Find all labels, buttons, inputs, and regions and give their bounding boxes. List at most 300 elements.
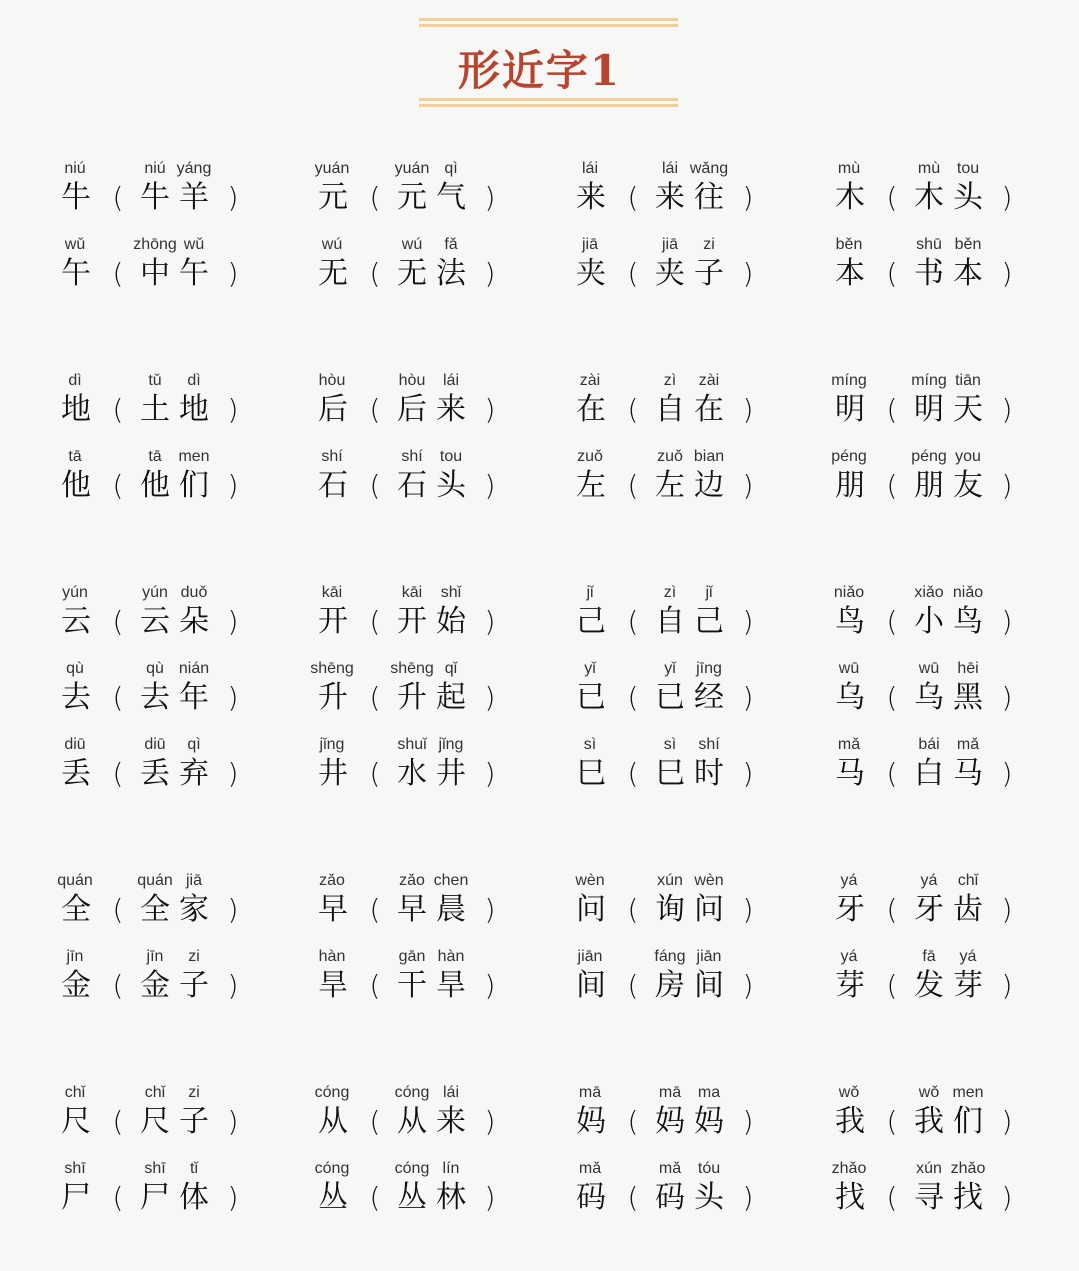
main-character: 来 bbox=[576, 180, 606, 215]
close-paren: ) bbox=[484, 893, 496, 926]
pinyin-main: zǎo bbox=[319, 872, 345, 889]
open-paren: ( bbox=[369, 893, 381, 926]
pinyin-word-1: diū bbox=[144, 736, 166, 753]
word-character-1: 已 bbox=[655, 680, 685, 715]
pinyin-main: hàn bbox=[318, 948, 346, 965]
word-character-1: 云 bbox=[140, 604, 170, 639]
word-character-2: 井 bbox=[436, 756, 466, 791]
open-paren: ( bbox=[369, 1105, 381, 1138]
word-character-1: 自 bbox=[655, 392, 685, 427]
main-character: 井 bbox=[318, 756, 348, 791]
pinyin-word-1: lái bbox=[661, 160, 678, 177]
word-entry bbox=[578, 448, 818, 508]
word-entry bbox=[63, 1084, 303, 1144]
main-character: 码 bbox=[576, 1180, 606, 1215]
open-paren: ( bbox=[627, 757, 639, 790]
open-paren: ( bbox=[627, 1181, 639, 1214]
main-character: 旱 bbox=[318, 968, 348, 1003]
pinyin-word-2: yá bbox=[959, 948, 977, 965]
open-paren: ( bbox=[369, 1181, 381, 1214]
word-character-1: 发 bbox=[914, 968, 944, 1003]
word-character-1: 自 bbox=[655, 604, 685, 639]
pinyin-word-1: bái bbox=[918, 736, 940, 753]
pinyin-word-1: zì bbox=[663, 584, 677, 601]
word-entry bbox=[320, 372, 560, 432]
word-entry bbox=[831, 372, 1077, 432]
pinyin-word-1: péng bbox=[911, 448, 947, 465]
pinyin-main: mù bbox=[837, 160, 861, 177]
pinyin-word-2: jīng bbox=[696, 660, 722, 677]
pinyin-word-2: zi bbox=[703, 236, 715, 253]
close-paren: ) bbox=[1001, 605, 1013, 638]
word-character-1: 乌 bbox=[914, 680, 944, 715]
pinyin-word-2: zài bbox=[698, 372, 720, 389]
main-character: 尸 bbox=[61, 1180, 91, 1215]
main-character: 问 bbox=[576, 892, 606, 927]
open-paren: ( bbox=[112, 1105, 124, 1138]
open-paren: ( bbox=[627, 893, 639, 926]
pinyin-word-1: wú bbox=[401, 236, 423, 253]
pinyin-word-1: chǐ bbox=[144, 1084, 166, 1101]
open-paren: ( bbox=[369, 469, 381, 502]
word-entry bbox=[314, 1160, 560, 1220]
close-paren: ) bbox=[742, 605, 754, 638]
close-paren: ) bbox=[227, 969, 239, 1002]
pinyin-word-2: men bbox=[178, 448, 210, 465]
close-paren: ) bbox=[1001, 1105, 1013, 1138]
pinyin-word-1: cóng bbox=[394, 1084, 430, 1101]
word-character-2: 法 bbox=[436, 256, 466, 291]
word-entry bbox=[578, 160, 818, 220]
word-character-2: 来 bbox=[436, 1104, 466, 1139]
word-entry bbox=[63, 736, 303, 796]
word-character-1: 小 bbox=[914, 604, 944, 639]
open-paren: ( bbox=[112, 1181, 124, 1214]
pinyin-word-2: bian bbox=[693, 448, 725, 465]
close-paren: ) bbox=[742, 181, 754, 214]
word-entry bbox=[314, 1084, 560, 1144]
word-entry bbox=[578, 372, 818, 432]
close-paren: ) bbox=[742, 969, 754, 1002]
pinyin-word-1: niú bbox=[144, 160, 166, 177]
word-character-1: 丢 bbox=[140, 756, 170, 791]
close-paren: ) bbox=[227, 181, 239, 214]
pinyin-main: hòu bbox=[318, 372, 346, 389]
word-entry bbox=[63, 584, 303, 644]
word-entry bbox=[837, 872, 1077, 932]
main-character: 找 bbox=[835, 1180, 865, 1215]
pinyin-main: péng bbox=[831, 448, 867, 465]
open-paren: ( bbox=[886, 893, 898, 926]
main-character: 丢 bbox=[61, 756, 91, 791]
close-paren: ) bbox=[1001, 969, 1013, 1002]
pinyin-word-1: sì bbox=[663, 736, 677, 753]
word-entry bbox=[57, 872, 303, 932]
word-character-2: 友 bbox=[953, 468, 983, 503]
word-character-1: 白 bbox=[914, 756, 944, 791]
open-paren: ( bbox=[627, 393, 639, 426]
word-character-2: 齿 bbox=[953, 892, 983, 927]
close-paren: ) bbox=[227, 1105, 239, 1138]
pinyin-word-2: you bbox=[955, 448, 981, 465]
pinyin-word-2: duǒ bbox=[180, 584, 208, 601]
word-entry bbox=[575, 872, 818, 932]
close-paren: ) bbox=[227, 893, 239, 926]
word-character-1: 朋 bbox=[914, 468, 944, 503]
open-paren: ( bbox=[369, 757, 381, 790]
main-character: 妈 bbox=[576, 1104, 606, 1139]
pinyin-word-2: nián bbox=[178, 660, 210, 677]
pinyin-main: yá bbox=[840, 872, 858, 889]
pinyin-main: wèn bbox=[575, 872, 605, 889]
pinyin-main: cóng bbox=[314, 1160, 350, 1177]
pinyin-word-2: jiān bbox=[696, 948, 722, 965]
word-entry bbox=[831, 1160, 1077, 1220]
open-paren: ( bbox=[627, 1105, 639, 1138]
word-character-1: 左 bbox=[655, 468, 685, 503]
word-character-2: 起 bbox=[436, 680, 466, 715]
word-character-1: 升 bbox=[397, 680, 427, 715]
close-paren: ) bbox=[227, 605, 239, 638]
pinyin-main: wú bbox=[321, 236, 343, 253]
close-paren: ) bbox=[484, 181, 496, 214]
pinyin-word-2: hàn bbox=[437, 948, 465, 965]
word-character-2: 子 bbox=[179, 968, 209, 1003]
word-character-2: 在 bbox=[694, 392, 724, 427]
open-paren: ( bbox=[112, 757, 124, 790]
open-paren: ( bbox=[112, 393, 124, 426]
pinyin-main: zuǒ bbox=[577, 448, 603, 465]
open-paren: ( bbox=[886, 469, 898, 502]
pinyin-word-1: yún bbox=[142, 584, 168, 601]
close-paren: ) bbox=[484, 393, 496, 426]
close-paren: ) bbox=[742, 681, 754, 714]
pinyin-main: yuán bbox=[314, 160, 350, 177]
close-paren: ) bbox=[1001, 893, 1013, 926]
word-character-2: 问 bbox=[694, 892, 724, 927]
pinyin-word-2: qǐ bbox=[444, 660, 458, 677]
pinyin-main: cóng bbox=[314, 1084, 350, 1101]
word-entry bbox=[320, 236, 560, 296]
close-paren: ) bbox=[1001, 181, 1013, 214]
open-paren: ( bbox=[369, 681, 381, 714]
word-character-2: 己 bbox=[694, 604, 724, 639]
main-character: 元 bbox=[318, 180, 348, 215]
pinyin-word-1: fā bbox=[922, 948, 936, 965]
word-entry bbox=[578, 948, 818, 1008]
word-entry bbox=[578, 1084, 818, 1144]
close-paren: ) bbox=[484, 757, 496, 790]
word-character-1: 来 bbox=[655, 180, 685, 215]
main-character: 在 bbox=[576, 392, 606, 427]
pinyin-word-2: tóu bbox=[697, 1160, 721, 1177]
close-paren: ) bbox=[484, 257, 496, 290]
open-paren: ( bbox=[886, 257, 898, 290]
close-paren: ) bbox=[227, 393, 239, 426]
word-character-1: 码 bbox=[655, 1180, 685, 1215]
word-character-1: 后 bbox=[397, 392, 427, 427]
word-character-1: 询 bbox=[655, 892, 685, 927]
word-character-1: 夹 bbox=[655, 256, 685, 291]
word-entry bbox=[310, 660, 560, 720]
word-character-2: 子 bbox=[179, 1104, 209, 1139]
close-paren: ) bbox=[1001, 257, 1013, 290]
word-character-1: 巳 bbox=[655, 756, 685, 791]
word-entry bbox=[63, 660, 303, 720]
word-entry bbox=[578, 660, 818, 720]
close-paren: ) bbox=[742, 1105, 754, 1138]
pinyin-main: diū bbox=[64, 736, 86, 753]
word-entry bbox=[320, 872, 560, 932]
word-character-1: 水 bbox=[397, 756, 427, 791]
word-character-2: 头 bbox=[436, 468, 466, 503]
word-character-1: 妈 bbox=[655, 1104, 685, 1139]
pinyin-main: shēng bbox=[310, 660, 354, 677]
open-paren: ( bbox=[627, 605, 639, 638]
pinyin-word-1: zhōng bbox=[133, 236, 177, 253]
main-character: 已 bbox=[576, 680, 606, 715]
word-entry bbox=[833, 584, 1077, 644]
pinyin-main: wǒ bbox=[838, 1084, 860, 1101]
pinyin-word-1: shū bbox=[916, 236, 942, 253]
word-character-2: 羊 bbox=[179, 180, 209, 215]
pinyin-main: zài bbox=[579, 372, 601, 389]
pinyin-main: lái bbox=[581, 160, 598, 177]
main-character: 左 bbox=[576, 468, 606, 503]
pinyin-word-1: kāi bbox=[401, 584, 423, 601]
pinyin-main: shī bbox=[64, 1160, 86, 1177]
pinyin-word-2: jǐng bbox=[438, 736, 464, 753]
close-paren: ) bbox=[227, 757, 239, 790]
close-paren: ) bbox=[484, 1181, 496, 1214]
word-entry bbox=[320, 736, 560, 796]
word-character-2: 旱 bbox=[436, 968, 466, 1003]
close-paren: ) bbox=[484, 969, 496, 1002]
pinyin-main: yǐ bbox=[584, 660, 596, 677]
pinyin-word-1: jiā bbox=[661, 236, 678, 253]
pinyin-main: qù bbox=[66, 660, 84, 677]
main-character: 升 bbox=[318, 680, 348, 715]
pinyin-word-1: mǎ bbox=[658, 1160, 682, 1177]
word-entry bbox=[831, 448, 1077, 508]
pinyin-word-1: yuán bbox=[394, 160, 430, 177]
pinyin-word-2: qì bbox=[187, 736, 201, 753]
word-character-1: 干 bbox=[397, 968, 427, 1003]
close-paren: ) bbox=[484, 1105, 496, 1138]
word-character-2: 们 bbox=[953, 1104, 983, 1139]
word-entry bbox=[837, 160, 1077, 220]
word-character-1: 明 bbox=[914, 392, 944, 427]
main-character: 鸟 bbox=[835, 604, 865, 639]
word-character-2: 间 bbox=[694, 968, 724, 1003]
pinyin-word-2: tou bbox=[439, 448, 463, 465]
pinyin-main: kāi bbox=[321, 584, 343, 601]
word-entry bbox=[578, 584, 818, 644]
pinyin-word-1: cóng bbox=[394, 1160, 430, 1177]
close-paren: ) bbox=[1001, 393, 1013, 426]
pinyin-word-1: xún bbox=[916, 1160, 942, 1177]
main-character: 云 bbox=[61, 604, 91, 639]
pinyin-word-2: lái bbox=[442, 1084, 459, 1101]
word-character-1: 全 bbox=[140, 892, 170, 927]
main-character: 金 bbox=[61, 968, 91, 1003]
pinyin-word-2: men bbox=[952, 1084, 984, 1101]
word-character-2: 家 bbox=[179, 892, 209, 927]
word-character-1: 尸 bbox=[140, 1180, 170, 1215]
open-paren: ( bbox=[112, 681, 124, 714]
word-entry bbox=[837, 948, 1077, 1008]
pinyin-word-1: yá bbox=[920, 872, 938, 889]
pinyin-word-2: tou bbox=[956, 160, 980, 177]
close-paren: ) bbox=[742, 1181, 754, 1214]
close-paren: ) bbox=[742, 393, 754, 426]
open-paren: ( bbox=[112, 469, 124, 502]
pinyin-word-2: zhǎo bbox=[950, 1160, 986, 1177]
close-paren: ) bbox=[484, 681, 496, 714]
pinyin-word-2: dì bbox=[187, 372, 201, 389]
word-character-2: 鸟 bbox=[953, 604, 983, 639]
pinyin-word-1: quán bbox=[137, 872, 173, 889]
word-character-2: 弃 bbox=[179, 756, 209, 791]
word-entry bbox=[314, 160, 560, 220]
pinyin-main: jiā bbox=[581, 236, 598, 253]
word-character-1: 房 bbox=[655, 968, 685, 1003]
close-paren: ) bbox=[1001, 1181, 1013, 1214]
page-title: 形近字1 bbox=[457, 46, 622, 95]
pinyin-word-2: lín bbox=[442, 1160, 460, 1177]
pinyin-word-1: shī bbox=[144, 1160, 166, 1177]
pinyin-word-2: fǎ bbox=[444, 236, 458, 253]
word-entry bbox=[63, 372, 303, 432]
pinyin-main: jǐng bbox=[319, 736, 345, 753]
pinyin-word-2: ma bbox=[697, 1084, 721, 1101]
pinyin-main: yá bbox=[840, 948, 858, 965]
open-paren: ( bbox=[112, 257, 124, 290]
word-character-1: 石 bbox=[397, 468, 427, 503]
pinyin-main: chǐ bbox=[64, 1084, 86, 1101]
open-paren: ( bbox=[886, 605, 898, 638]
open-paren: ( bbox=[627, 257, 639, 290]
pinyin-main: yún bbox=[62, 584, 88, 601]
pinyin-main: wū bbox=[838, 660, 860, 677]
word-character-1: 中 bbox=[140, 256, 170, 291]
pinyin-word-2: niǎo bbox=[952, 584, 984, 601]
word-entry bbox=[320, 584, 560, 644]
main-character: 牛 bbox=[61, 180, 91, 215]
pinyin-word-2: tǐ bbox=[190, 1160, 198, 1177]
pinyin-word-2: zi bbox=[188, 948, 200, 965]
pinyin-main: mā bbox=[578, 1084, 602, 1101]
pinyin-main: jiān bbox=[577, 948, 603, 965]
pinyin-word-1: xún bbox=[657, 872, 683, 889]
word-entry bbox=[578, 1160, 818, 1220]
word-character-1: 去 bbox=[140, 680, 170, 715]
open-paren: ( bbox=[886, 1105, 898, 1138]
word-entry bbox=[63, 448, 303, 508]
pinyin-word-2: zi bbox=[188, 1084, 200, 1101]
pinyin-word-1: gān bbox=[398, 948, 426, 965]
pinyin-main: zhǎo bbox=[831, 1160, 867, 1177]
main-character: 牙 bbox=[835, 892, 865, 927]
word-character-2: 地 bbox=[179, 392, 209, 427]
pinyin-word-2: mǎ bbox=[956, 736, 980, 753]
pinyin-main: wǔ bbox=[64, 236, 86, 253]
main-character: 本 bbox=[835, 256, 865, 291]
open-paren: ( bbox=[886, 181, 898, 214]
pinyin-word-2: chen bbox=[433, 872, 469, 889]
word-character-2: 经 bbox=[694, 680, 724, 715]
close-paren: ) bbox=[742, 757, 754, 790]
main-character: 石 bbox=[318, 468, 348, 503]
word-character-2: 子 bbox=[694, 256, 724, 291]
main-character: 全 bbox=[61, 892, 91, 927]
close-paren: ) bbox=[227, 469, 239, 502]
main-character: 夹 bbox=[576, 256, 606, 291]
pinyin-main: jīn bbox=[66, 948, 84, 965]
pinyin-main: quán bbox=[57, 872, 93, 889]
word-character-1: 元 bbox=[397, 180, 427, 215]
open-paren: ( bbox=[886, 1181, 898, 1214]
word-character-2: 妈 bbox=[694, 1104, 724, 1139]
word-entry bbox=[63, 160, 303, 220]
open-paren: ( bbox=[369, 393, 381, 426]
pinyin-word-1: tǔ bbox=[148, 372, 162, 389]
main-character: 乌 bbox=[835, 680, 865, 715]
pinyin-word-1: mā bbox=[658, 1084, 682, 1101]
close-paren: ) bbox=[227, 681, 239, 714]
pinyin-word-1: jīn bbox=[146, 948, 164, 965]
main-character: 明 bbox=[835, 392, 865, 427]
main-character: 开 bbox=[318, 604, 348, 639]
word-character-1: 土 bbox=[140, 392, 170, 427]
pinyin-word-2: hēi bbox=[957, 660, 979, 677]
pinyin-word-2: tiān bbox=[955, 372, 981, 389]
pinyin-word-2: qì bbox=[444, 160, 458, 177]
main-character: 间 bbox=[576, 968, 606, 1003]
word-entry bbox=[837, 236, 1077, 296]
close-paren: ) bbox=[742, 257, 754, 290]
pinyin-word-2: wǔ bbox=[183, 236, 205, 253]
word-entry bbox=[320, 448, 560, 508]
word-entry bbox=[837, 660, 1077, 720]
pinyin-word-1: zuǒ bbox=[657, 448, 683, 465]
word-character-2: 晨 bbox=[436, 892, 466, 927]
pinyin-word-1: tā bbox=[148, 448, 162, 465]
main-character: 无 bbox=[318, 256, 348, 291]
main-character: 己 bbox=[576, 604, 606, 639]
main-character: 丛 bbox=[318, 1180, 348, 1215]
word-character-2: 午 bbox=[179, 256, 209, 291]
open-paren: ( bbox=[627, 969, 639, 1002]
word-entry bbox=[63, 1160, 303, 1220]
word-entry bbox=[63, 948, 303, 1008]
pinyin-main: sì bbox=[583, 736, 597, 753]
open-paren: ( bbox=[369, 969, 381, 1002]
word-character-2: 头 bbox=[953, 180, 983, 215]
main-character: 早 bbox=[318, 892, 348, 927]
word-character-2: 气 bbox=[436, 180, 466, 215]
word-character-2: 往 bbox=[694, 180, 724, 215]
pinyin-main: niǎo bbox=[833, 584, 865, 601]
pinyin-word-2: shí bbox=[698, 736, 720, 753]
word-character-1: 尺 bbox=[140, 1104, 170, 1139]
close-paren: ) bbox=[227, 1181, 239, 1214]
main-character: 朋 bbox=[835, 468, 865, 503]
open-paren: ( bbox=[112, 893, 124, 926]
word-character-1: 书 bbox=[914, 256, 944, 291]
close-paren: ) bbox=[1001, 469, 1013, 502]
main-character: 去 bbox=[61, 680, 91, 715]
